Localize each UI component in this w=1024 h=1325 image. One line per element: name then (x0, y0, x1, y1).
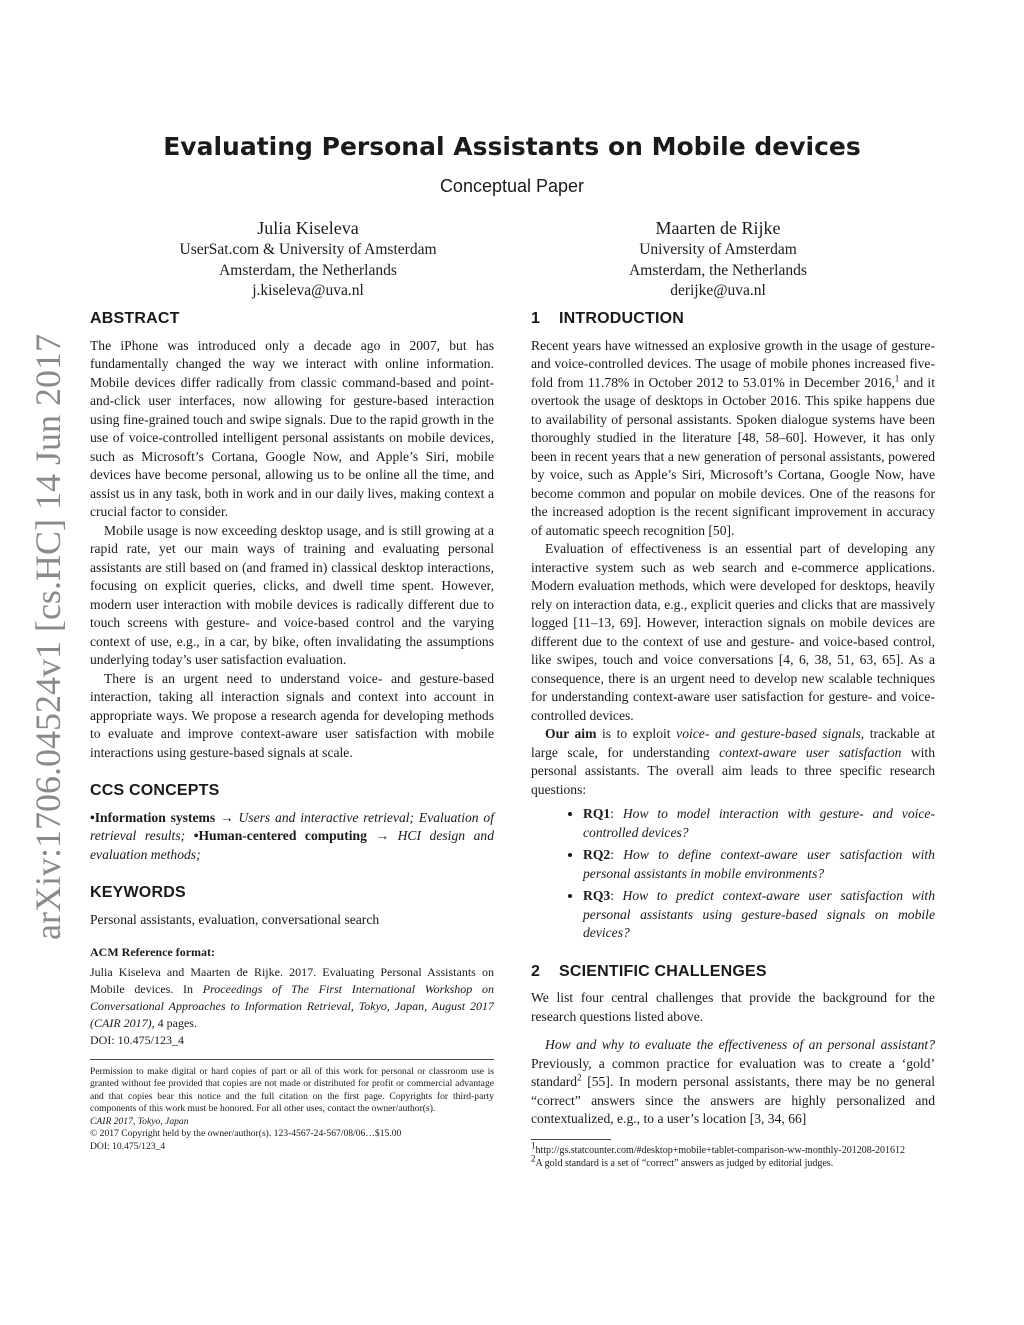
challenges-paragraph: We list four central challenges that provide the background for the research questions listed above. (531, 990, 935, 1024)
section-title: INTRODUCTION (559, 310, 685, 327)
research-questions (531, 805, 935, 943)
intro-emphasis: voice- and gesture-based signals (676, 726, 861, 741)
challenges-paragraph (531, 1036, 935, 1129)
rq-label: RQ3 (583, 888, 611, 903)
aim-label: Our aim (545, 726, 597, 741)
permission-doi: DOI: 10.475/123_4 (90, 1140, 166, 1152)
author-block (98, 216, 518, 302)
footnote (531, 1153, 935, 1170)
paper-subtitle: Conceptual Paper (439, 176, 585, 196)
challenge-question: How and why to evaluate the effectiveness of an personal assistant? (545, 1037, 935, 1052)
research-question: • RQ1: How to model interaction with gesture- and voice-controlled devices? (583, 805, 935, 842)
rq-text: How to predict context-aware user satisfaction with personal assistants using gesture-based signals on mobile devices? (583, 888, 935, 940)
section-number: 2 (531, 962, 541, 980)
intro-paragraph: Evaluation of effectiveness is an essential part of developing any interactive system such as web search and e-commerce applications. Modern evaluation methods, which were developed for desktops, heavily rely on interaction data, e.g., explicit queries and clicks that are massively logged [11–13, 69]. However, interaction signals on mobile devices are different due to the context of use and gesture- and voice-based control, like swipes, touch and voice conversations [4, 6, 38, 51, 63, 65]. As a consequence, there is an urgent need to develop new scalable techniques for understanding context-aware user satisfaction for gesture- and voice-controlled devices. (531, 541, 935, 723)
ccs-concepts (90, 809, 494, 865)
author-email: derijke@uva.nl (670, 282, 766, 299)
research-question: • RQ2: How to define context-aware user satisfaction with personal assistants in mobile environments? (583, 846, 935, 883)
footnote-url: http://gs.statcounter.com/#desktop+mobile+tablet-comparison-ww-monthly-201208-201612 (535, 1144, 906, 1156)
abstract-paragraph: There is an urgent need to understand voice- and gesture-based interaction, taking all interaction signals and context into account in appropriate ways. We propose a research agenda for developing methods to evaluate and improve context-aware user satisfaction with mobile interactions using gesture-based signals at scale. (90, 670, 494, 760)
rq-text: How to model interaction with gesture- and voice-controlled devices? (583, 806, 935, 840)
acm-reference-authors: Julia Kiseleva and Maarten de Rijke. 2017. Evaluating Personal Assistants on Mobile devices. In (90, 964, 494, 996)
acm-reference (90, 943, 494, 1049)
permission-notice: Permission to make digital or hard copies of part or all of this work for personal or classroom use is granted without fee provided that copies are not made or distributed for profit or commercial advantage and that copies bear this notice and the full citation on the first page. Copyrights for third-party components of this work must be honored. For all other uses, contact the owner/author(s). (90, 1065, 494, 1114)
ccs-subterm: HCI design and evaluation methods; (90, 828, 494, 862)
footnote-marker: 1 (894, 372, 900, 383)
acm-reference-pages: 4 pages. (154, 1015, 197, 1030)
author-block (508, 216, 928, 302)
rq-label: RQ1 (583, 806, 611, 821)
intro-heading (531, 310, 935, 329)
author-affiliation: University of Amsterdam (639, 241, 797, 258)
copyright-line: © 2017 Copyright held by the owner/author(s). 123-4567-24-567/08/06…$15.00 (90, 1128, 402, 1139)
footnote-divider (531, 1139, 611, 1140)
ccs-term: •Information systems (90, 809, 216, 825)
acm-reference-doi: DOI: 10.475/123_4 (90, 1032, 184, 1047)
intro-text: is to exploit (596, 726, 677, 741)
acm-reference-text (90, 964, 494, 1032)
ccs-heading: CCS CONCEPTS (90, 782, 220, 799)
section-title: SCIENTIFIC CHALLENGES (559, 962, 767, 980)
rq-label: RQ2 (583, 847, 611, 862)
author-location: Amsterdam, the Netherlands (629, 261, 807, 279)
keywords-text: Personal assistants, evaluation, conversational search (90, 911, 380, 927)
intro-text: with personal assistants. The overall aim leads to three specific research questions: (531, 744, 936, 797)
intro-text: and it overtook the usage of desktops in October 2016. This spike happens due to availability of personal assistants. Spoken dialogue systems have been thoroughly studied in the literature [48, 58–60]. However, it has only been in recent years that a new generation of personal assistants, powered by voice, such as Apple’s Siri, Microsoft’s Cortana, Google Now, have become common and popular on mobile devices. One of the reasons for the increased adoption is the recent significant improvement in accuracy of automatic speech recognition [50]. (531, 374, 935, 538)
abstract-paragraph: The iPhone was introduced only a decade ago in 2007, but has fundamentally changed the way we interact with online information. Mobile devices differ radically from classic command-based and point-and-click user interfaces, now allowing for gesture-based interaction using fine-grained touch and swipe signals. Due to the rapid growth in the use of voice-controlled intelligent personal assistants on mobile devices, such as Microsoft’s Cortana, Google Now, and Apple’s Siri, mobile devices have become personal, allowing us to be online all the time, and assist us in any task, both in work and in our daily lives, making context a crucial factor to consider. (90, 337, 494, 519)
intro-paragraph (531, 337, 935, 541)
author-name: Maarten de Rijke (655, 218, 781, 238)
ccs-arrow: → (375, 828, 390, 843)
footnote-mark: 2 (531, 1153, 536, 1164)
intro-paragraph (531, 725, 935, 799)
abstract-heading: ABSTRACT (90, 310, 180, 327)
keywords-heading: KEYWORDS (90, 884, 186, 901)
author-name: Julia Kiseleva (257, 218, 359, 238)
author-email: j.kiseleva@uva.nl (252, 282, 364, 299)
right-column (531, 310, 935, 1170)
research-question: • RQ3: How to predict context-aware user satisfaction with personal assistants using gesture-based signals on mobile devices? (583, 887, 935, 943)
ccs-term: •Human-centered computing (193, 828, 367, 843)
section-number: 1 (531, 310, 541, 327)
intro-text: , trackable at large scale, for understanding (531, 726, 935, 760)
paper-title: Evaluating Personal Assistants on Mobile devices (163, 132, 861, 161)
divider (90, 1059, 494, 1060)
author-location: Amsterdam, the Netherlands (219, 261, 397, 279)
footnote-mark: 1 (531, 1140, 536, 1151)
intro-emphasis: context-aware user satisfaction (719, 744, 902, 760)
acm-reference-heading: ACM Reference format: (90, 945, 216, 959)
arxiv-stamp: arXiv:1706.04524v1 [cs.HC] 14 Jun 2017 (28, 334, 68, 940)
footnote-marker: 2 (577, 1072, 582, 1083)
challenges-heading (531, 963, 935, 982)
rq-text: How to define context-aware user satisfaction with personal assistants in mobile environments? (583, 847, 935, 881)
challenges-text: Previously, a common practice for evaluation was to create a ‘gold’ standard (531, 1055, 935, 1089)
ccs-arrow: → (220, 809, 234, 825)
permission-venue-text: CAIR 2017, Tokyo, Japan (90, 1115, 189, 1127)
permission-venue (90, 1116, 494, 1129)
ccs-subterm: Users and interactive retrieval; Evaluation of retrieval results; (90, 809, 494, 843)
challenges-text: [55]. In modern personal assistants, there may be no general “correct” answers since the answers are highly personalized and contextualized, e.g., to a user’s location [3, 34, 66] (531, 1074, 935, 1126)
footnote (531, 1140, 935, 1157)
abstract-paragraph: Mobile usage is now exceeding desktop usage, and is still growing at a rapid rate, yet our main ways of training and evaluating personal assistants are still based on (and framed in) classical desktop interactions, focusing on explicit queries, clicks, and dwell time spent. However, modern user interaction with mobile devices is radically different due to touch screens with gesture- and voice-based control and the varying context of use, e.g., in a car, by bike, often invalidating the assumptions underlying today’s user satisfaction evaluation. (90, 522, 494, 667)
author-affiliation: UserSat.com & University of Amsterdam (179, 241, 437, 258)
footnote-text: A gold standard is a set of “correct” answers as judged by editorial judges. (535, 1157, 834, 1169)
acm-reference-venue: Proceedings of The First International Workshop on Conversational Approaches to Information Retrieval, Tokyo, Japan, August 2017 (CAIR 2017), (90, 981, 494, 1030)
intro-text: Recent years have witnessed an explosive growth in the usage of gesture- and voice-controlled devices. The usage of mobile phones increased five-fold from 11.78% in October 2012 to 53.01% in December 2016, (531, 337, 935, 390)
left-column (90, 310, 494, 1153)
